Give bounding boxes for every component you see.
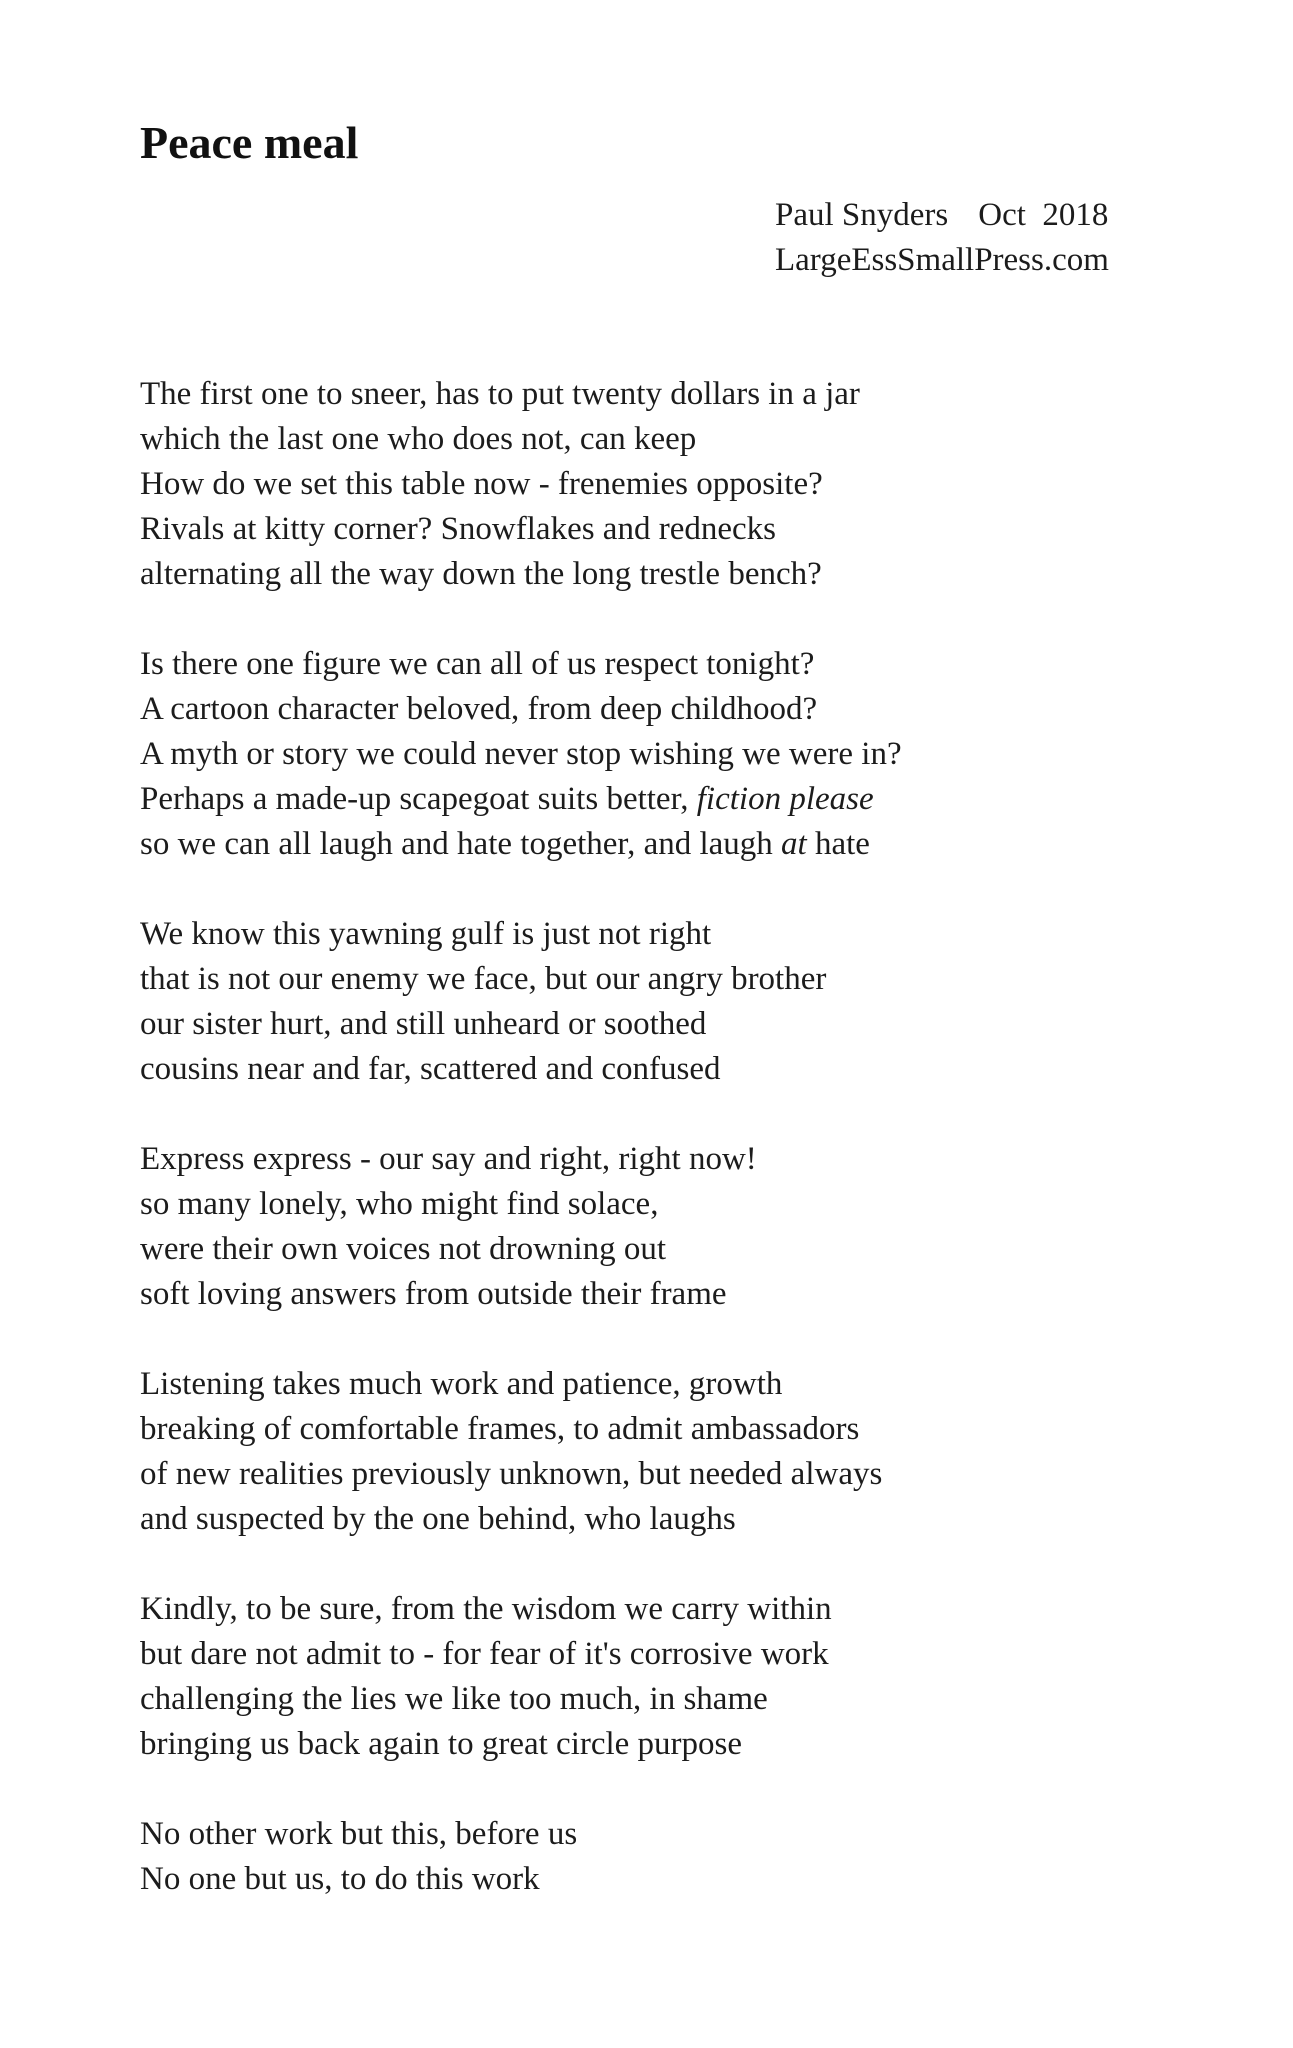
- poem-line: [140, 777, 1240, 822]
- poem-line: of new realities previously unknown, but needed always: [140, 1456, 883, 1492]
- stanza: [140, 642, 1240, 867]
- poem-line: bringing us back again to great circle purpose: [140, 1726, 743, 1762]
- stanza: [140, 1587, 1240, 1767]
- line-text: so we can all laugh and hate together, and laugh: [140, 826, 782, 862]
- poem-line: The first one to sneer, has to put twenty dollars in a jar: [140, 376, 860, 412]
- stanza: [140, 372, 1240, 597]
- poem-line: and suspected by the one behind, who laughs: [140, 1501, 736, 1537]
- publisher-website: LargeEssSmallPress.com: [775, 242, 1109, 278]
- author-name: Paul Snyders: [775, 197, 949, 233]
- poem-line: No other work but this, before us: [140, 1816, 578, 1852]
- poem-line: [140, 822, 1240, 867]
- emphasis-text: at: [781, 826, 807, 862]
- poem-line: were their own voices not drowning out: [140, 1231, 667, 1267]
- poem-line: No one but us, to do this work: [140, 1861, 540, 1897]
- stanza: [140, 1812, 1240, 1902]
- poem-line: Express express - our say and right, right now!: [140, 1141, 757, 1177]
- poem-line: How do we set this table now - frenemies opposite?: [140, 466, 823, 502]
- poem-line: so many lonely, who might find solace,: [140, 1186, 659, 1222]
- poem-body: [140, 372, 1240, 1947]
- poem-line: Kindly, to be sure, from the wisdom we carry within: [140, 1591, 832, 1627]
- line-text: hate: [806, 826, 870, 862]
- poem-line: cousins near and far, scattered and confused: [140, 1051, 721, 1087]
- poem-line: A cartoon character beloved, from deep childhood?: [140, 691, 818, 727]
- poem-line: alternating all the way down the long trestle bench?: [140, 556, 822, 592]
- poem-line: Rivals at kitty corner? Snowflakes and rednecks: [140, 511, 776, 547]
- poem-title: Peace meal: [140, 117, 359, 168]
- poem-line: but dare not admit to - for fear of it's corrosive work: [140, 1636, 829, 1672]
- poem-line: soft loving answers from outside their frame: [140, 1276, 727, 1312]
- poem-line: A myth or story we could never stop wishing we were in?: [140, 736, 902, 772]
- poem-line: Is there one figure we can all of us respect tonight?: [140, 646, 815, 682]
- poem-line: breaking of comfortable frames, to admit ambassadors: [140, 1411, 860, 1447]
- poem-line: challenging the lies we like too much, in shame: [140, 1681, 768, 1717]
- stanza: [140, 1362, 1240, 1542]
- line-text: Perhaps a made-up scapegoat suits better,: [140, 781, 697, 817]
- emphasis-text: fiction please: [696, 781, 874, 817]
- poem-line: our sister hurt, and still unheard or soothed: [140, 1006, 707, 1042]
- stanza: [140, 912, 1240, 1092]
- poem-line: Listening takes much work and patience, growth: [140, 1366, 783, 1402]
- poem-line: which the last one who does not, can keep: [140, 421, 697, 457]
- poem-line: We know this yawning gulf is just not right: [140, 916, 712, 952]
- byline: [775, 193, 1109, 283]
- publication-date: Oct 2018: [978, 197, 1109, 233]
- stanza: [140, 1137, 1240, 1317]
- author-date-line: [775, 193, 1109, 238]
- poem-line: that is not our enemy we face, but our angry brother: [140, 961, 827, 997]
